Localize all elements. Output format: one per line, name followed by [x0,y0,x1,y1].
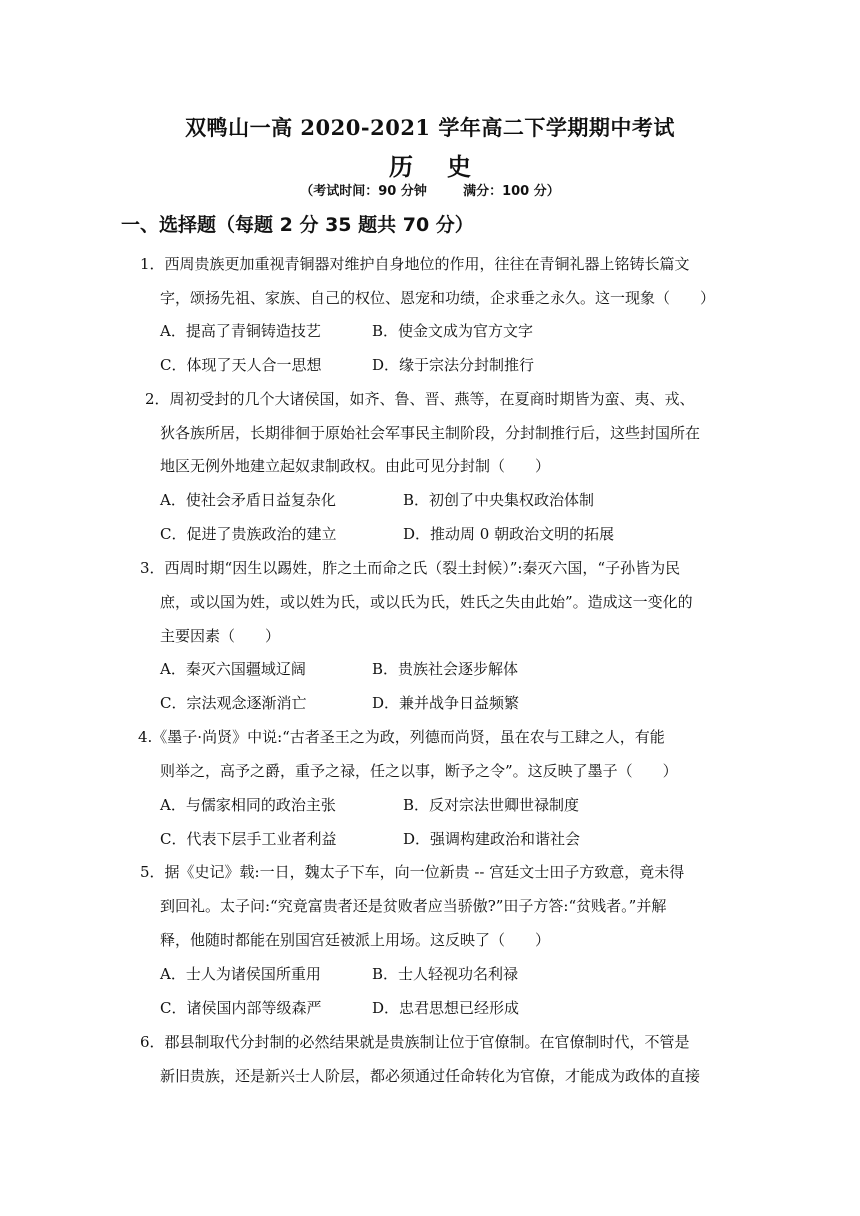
question-5-option-d: D．忠君思想已经形成 [372,999,520,1017]
exam-title: 双鸭山一高 2020-2021 学年高二下学期期中考试 [185,115,675,140]
question-5-option-b: B．士人轻视功名利禄 [372,965,519,983]
exam-info: （考试时间：90 分钟 满分：100 分） [300,184,560,199]
question-4-option-a: A．与儒家相同的政治主张 [160,796,336,814]
question-2-option-b: B．初创了中央集权政治体制 [403,491,595,509]
question-2-line-3: 地区无例外地建立起奴隶制政权。由此可见分封制（ ） [160,457,551,475]
question-1-line-1: 1．西周贵族更加重视青铜器对维护自身地位的作用，往往在青铜礼器上铭铸长篇文 [140,255,690,273]
question-3-option-c: C．宗法观念逐渐消亡 [160,694,307,712]
question-4-option-b: B．反对宗法世卿世禄制度 [403,796,580,814]
question-4-line-1: 4.《墨子·尚贤》中说:“古者圣王之为政，列德而尚贤，虽在农与工肆之人，有能 [138,728,665,746]
question-2-line-1: 2．周初受封的几个大诸侯国，如齐、鲁、晋、燕等，在夏商时期皆为蛮、夷、戎、 [145,390,695,408]
question-4-option-c: C．代表下层手工业者利益 [160,830,337,848]
subject-title: 历史 [389,152,505,181]
question-6-line-2: 新旧贵族，还是新兴士人阶层，都必须通过任命转化为官僚，才能成为政体的直接 [160,1067,701,1085]
question-3-option-d: D．兼并战争日益频繁 [372,694,520,712]
question-3-line-1: 3．西周时期“因生以踢姓，胙之土而命之氏（裂土封候）”:秦灭六国，“子孙皆为民 [140,559,681,577]
question-3-option-b: B．贵族社会逐步解体 [372,660,519,678]
section-heading: 一、选择题（每题 2 分 35 题共 70 分） [121,214,474,236]
question-5-option-a: A．士人为诸侯国所重用 [160,965,321,983]
question-3-line-3: 主要因素（ ） [160,627,281,645]
question-5-option-c: C．诸侯国内部等级森严 [160,999,322,1017]
question-2-option-d: D．推动周 0 朝政治文明的拓展 [403,525,615,543]
question-1-option-d: D．缘于宗法分封制推行 [372,356,535,374]
question-5-line-3: 释，他随时都能在别国宫廷被派上用场。这反映了（ ） [160,931,551,949]
question-3-line-2: 庶，或以国为姓，或以姓为氏，或以氏为氏，姓氏之失由此始”。造成这一变化的 [160,593,693,611]
question-2-option-a: A．使社会矛盾日益复杂化 [160,491,336,509]
question-1-option-a: A．提高了青铜铸造技艺 [160,322,321,340]
question-5-line-1: 5．据《史记》载:一日，魏太子下车，向一位新贵 -- 宫廷文士田子方致意，竟未得 [140,863,685,881]
question-5-line-2: 到回礼。太子问:“究竟富贵者还是贫败者应当骄傲?”田子方答:“贫贱者。”并解 [160,897,667,915]
question-3-option-a: A．秦灭六国疆域辽阔 [160,660,306,678]
question-1-option-b: B．使金文成为官方文字 [372,322,534,340]
question-6-line-1: 6．郡县制取代分封制的必然结果就是贵族制让位于官僚制。在官僚制时代，不管是 [140,1033,690,1051]
question-4-line-2: 则举之，高予之爵，重予之禄，任之以事，断予之令”。这反映了墨子（ ） [160,762,678,780]
question-1-line-2: 字，颂扬先祖、家族、自己的权位、恩宠和功绩，企求垂之永久。这一现象（ ） [160,289,716,307]
question-2-option-c: C．促进了贵族政治的建立 [160,525,337,543]
question-2-line-2: 狄各族所居，长期徘徊于原始社会军事民主制阶段，分封制推行后，这些封国所在 [160,424,701,442]
question-4-option-d: D．强调构建政治和谐社会 [403,830,581,848]
question-1-option-c: C．体现了天人合一思想 [160,356,322,374]
